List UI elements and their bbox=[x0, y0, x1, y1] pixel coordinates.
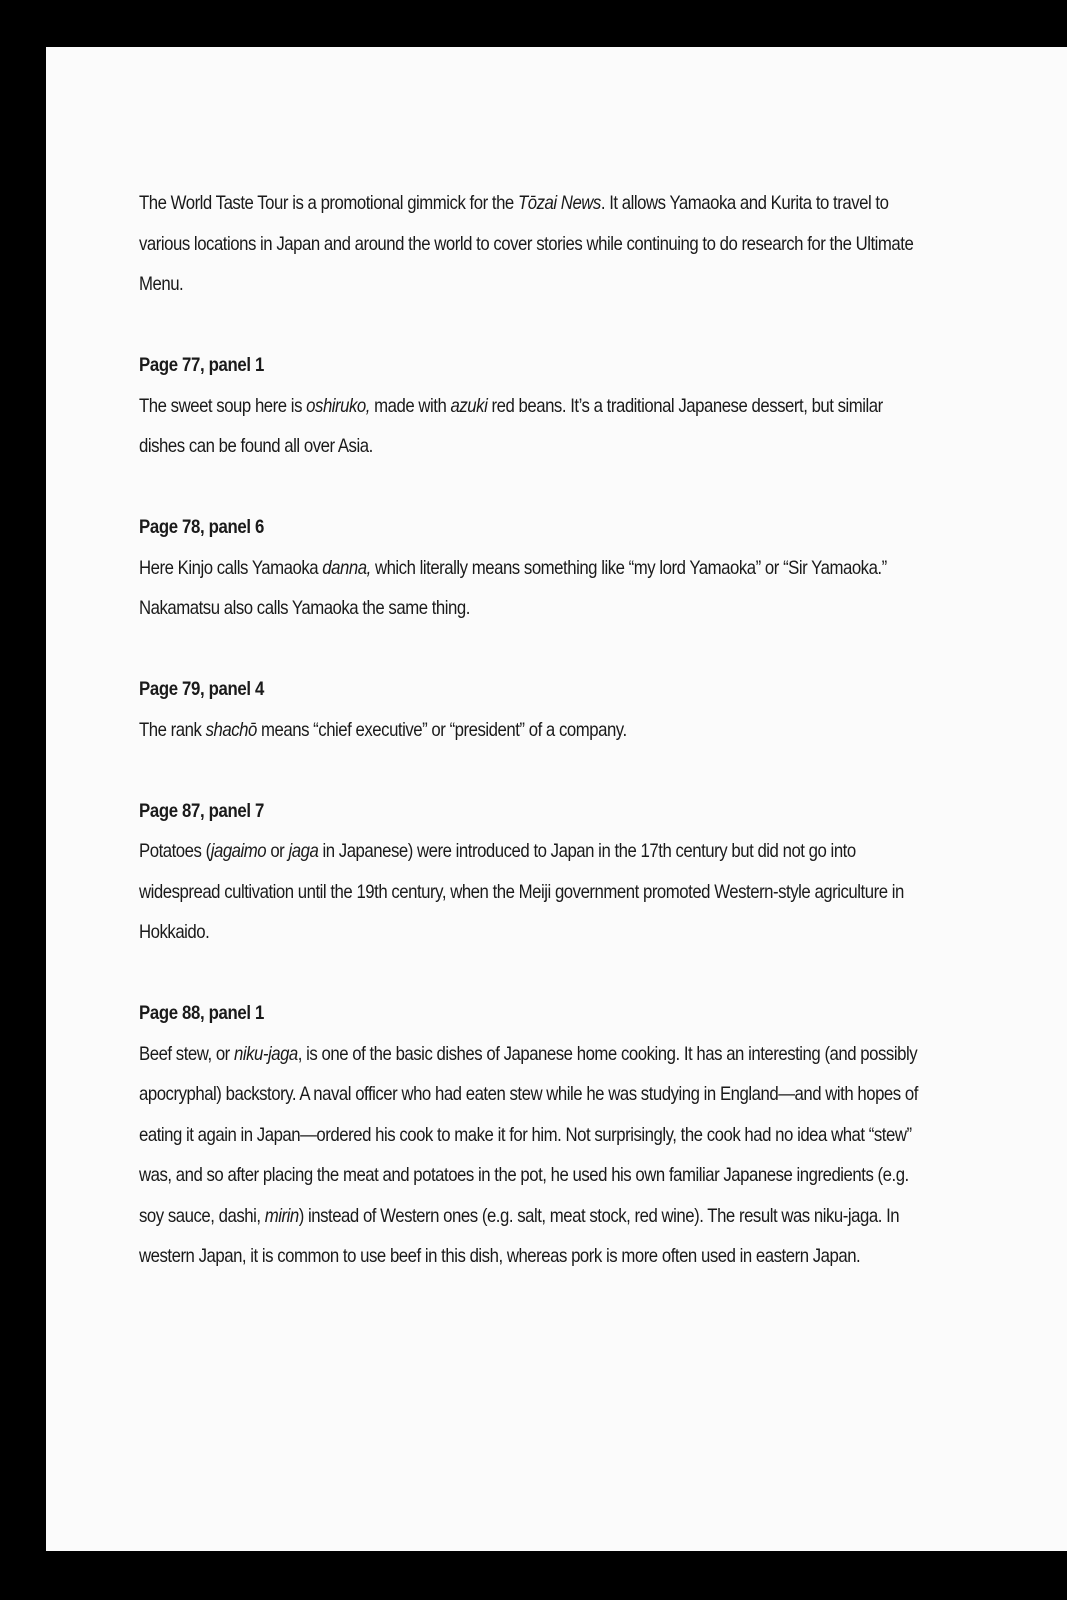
note-body: The sweet soup here is oshiruko, made with azuki red beans. It’s a traditional Japanese dessert, but similar dishes can be found all over Asia. bbox=[139, 394, 883, 457]
italic-term: shachō bbox=[205, 718, 257, 741]
note-heading: Page 78, panel 6 bbox=[139, 516, 265, 538]
note-heading: Page 79, panel 4 bbox=[139, 678, 265, 700]
note-body: Potatoes (jagaimo or jaga in Japanese) were introduced to Japan in the 17th century but did not go into widespread cultivation until the 19th century, when the Meiji government promoted Western-style agriculture in Hokkaido. bbox=[139, 840, 904, 943]
italic-term: danna, bbox=[322, 556, 371, 579]
italic-term: azuki bbox=[450, 394, 488, 417]
note-page-79 bbox=[139, 669, 922, 750]
note-body: The rank shachō means “chief executive” or “president” of a company. bbox=[139, 718, 627, 741]
intro-paragraph bbox=[139, 183, 922, 305]
note-heading: Page 87, panel 7 bbox=[139, 799, 265, 822]
note-page-87 bbox=[139, 791, 922, 953]
note-page-78 bbox=[139, 507, 922, 629]
intro-italic-term: Tōzai News bbox=[517, 192, 601, 214]
note-page-88 bbox=[139, 993, 922, 1277]
italic-term: jagaimo bbox=[210, 840, 267, 862]
note-heading: Page 88, panel 1 bbox=[139, 1002, 265, 1024]
italic-term: niku-jaga bbox=[233, 1042, 298, 1065]
notes-content bbox=[139, 183, 922, 1277]
note-page-77 bbox=[139, 345, 922, 467]
note-body: Beef stew, or niku-jaga, is one of the basic dishes of Japanese home cooking. It has an interesting (and possibly apocryphal) backstory. A naval officer who had eaten stew while he was studying in England—and with hopes of eating it again in Japan—ordered his cook to make it for him. Not surprisingly, the cook had no idea what “stew” was, and so after placing the meat and potatoes in the pot, he used his own familiar Japanese ingredients (e.g. soy sauce, dashi, mirin) instead of Western ones (e.g. salt, meat stock, red wine). The result was niku-jaga. In western Japan, it is common to use beef in this dish, whereas pork is more often used in eastern Japan. bbox=[139, 1042, 918, 1267]
note-body: Here Kinjo calls Yamaoka danna, which literally means something like “my lord Yamaoka” or “Sir Yamaoka.” Nakamatsu also calls Yamaoka the same thing. bbox=[139, 556, 887, 619]
italic-term: mirin bbox=[264, 1204, 299, 1227]
note-heading: Page 77, panel 1 bbox=[139, 354, 265, 376]
italic-term: jaga bbox=[288, 840, 319, 862]
intro-text: . It allows Yamaoka and Kurita to travel to various locations in Japan and around the world to cover stories while continuing to do research for the Ultimate Menu. bbox=[139, 192, 914, 295]
italic-term: oshiruko, bbox=[306, 394, 370, 417]
intro-text: The World Taste Tour is a promotional gimmick for the bbox=[139, 192, 518, 214]
document-page bbox=[46, 47, 1067, 1551]
